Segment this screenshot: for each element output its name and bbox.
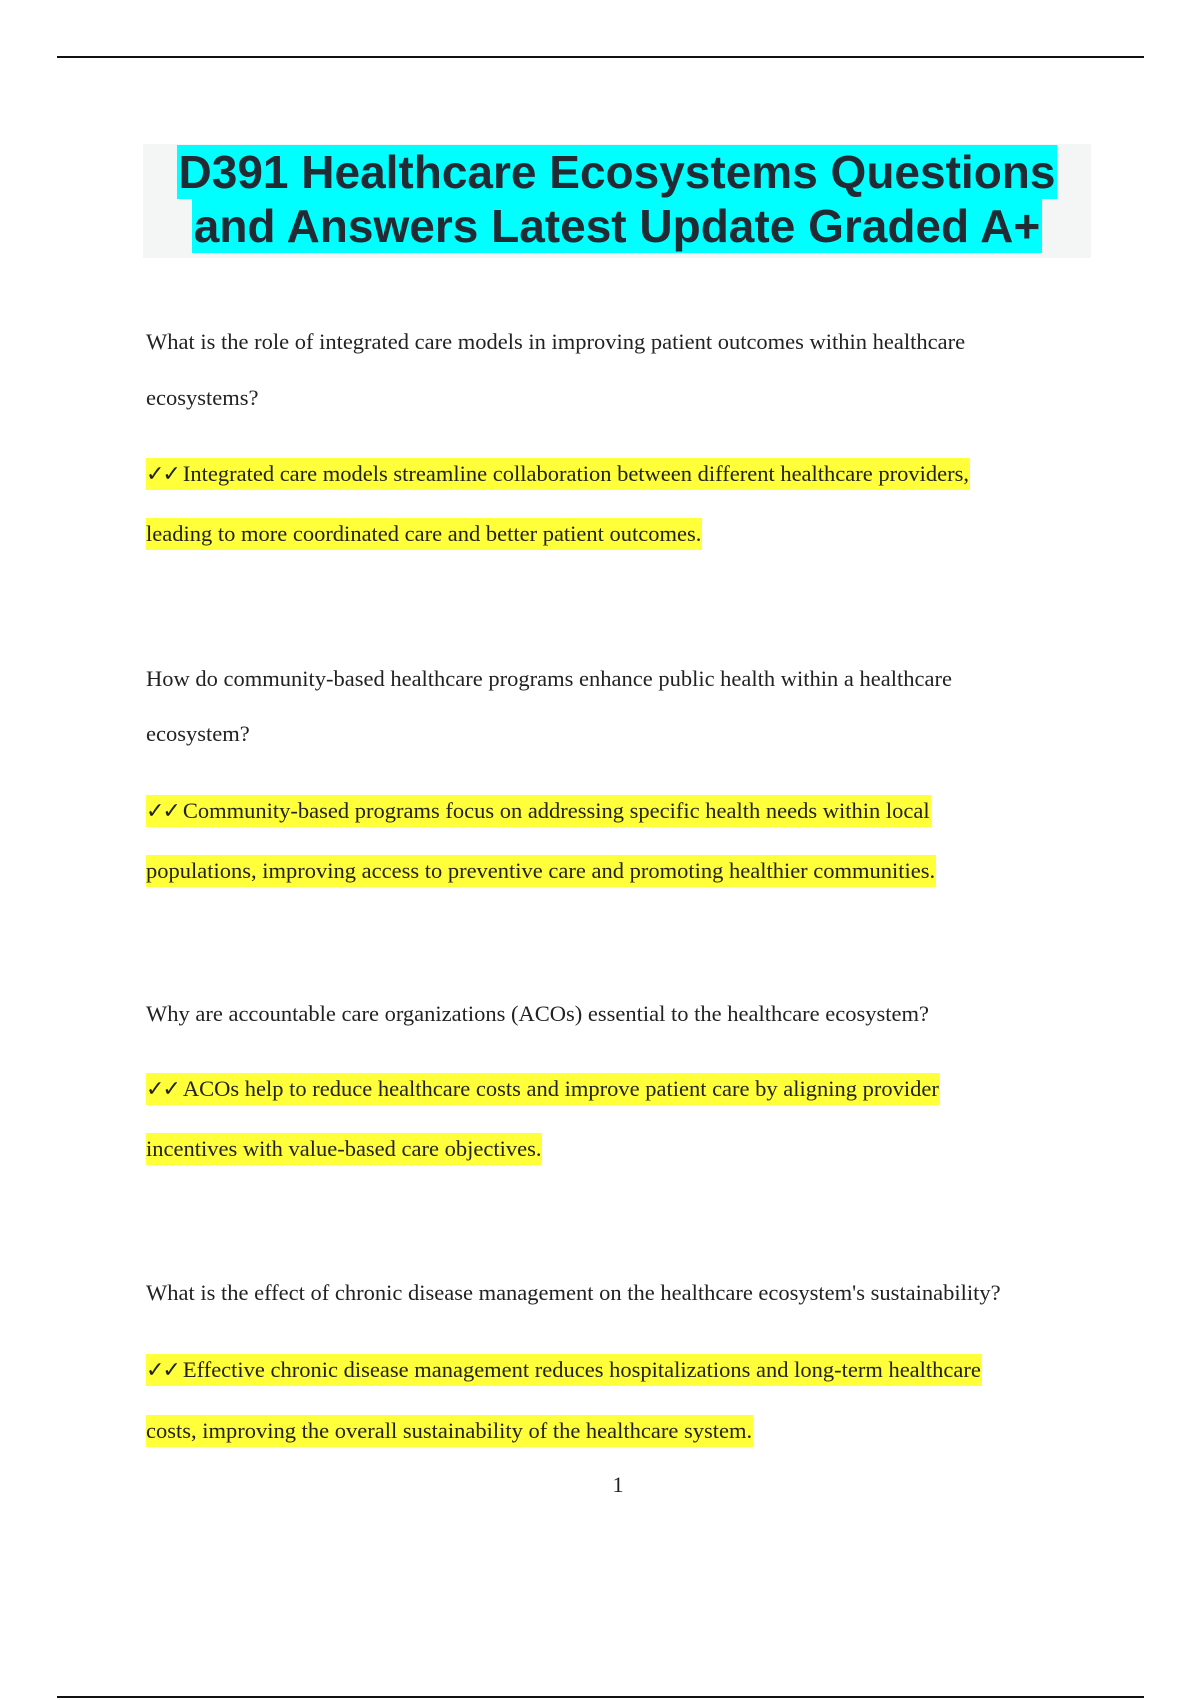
title-line-2: and Answers Latest Update Graded A+ [193, 200, 1041, 252]
check-mark-icon: ✓✓ [146, 1077, 179, 1102]
answer-3-text-1: ACOs help to reduce healthcare costs and improve patient care by aligning provider [182, 1076, 939, 1101]
question-2-line-1: How do community-based healthcare programs enhance public health within a healthcare [146, 666, 952, 691]
top-rule [57, 56, 1144, 58]
answer-4-text-1: Effective chronic disease management reduces hospitalizations and long-term healthcare [182, 1357, 981, 1382]
answer-1-text-1: Integrated care models streamline collaboration between different healthcare providers, [182, 461, 969, 486]
question-3-line-1: Why are accountable care organizations (ACOs) essential to the healthcare ecosystem? [146, 1001, 929, 1026]
question-4-line-1: What is the effect of chronic disease management on the healthcare ecosystem's sustainability? [146, 1280, 1001, 1305]
question-1-line-2: ecosystems? [146, 385, 259, 410]
question-2-line-2: ecosystem? [146, 721, 250, 746]
answer-2-text-2: populations, improving access to preventive care and promoting healthier communities. [146, 855, 936, 887]
check-mark-icon: ✓✓ [146, 799, 179, 824]
answer-1-line-1 [146, 444, 970, 505]
bottom-rule [57, 1696, 1144, 1698]
check-mark-icon: ✓✓ [146, 462, 179, 487]
page-number: 1 [612, 1472, 624, 1497]
answer-2-text-1: Community-based programs focus on addressing specific health needs within local [182, 798, 930, 823]
answer-3-text-2: incentives with value-based care objectives. [146, 1133, 542, 1165]
answer-4-line-1 [146, 1340, 982, 1401]
question-1-line-1: What is the role of integrated care models in improving patient outcomes within healthcare [146, 329, 966, 354]
answer-4-line-2 [146, 1401, 753, 1461]
answer-1-text-2: leading to more coordinated care and better patient outcomes. [146, 518, 702, 550]
document-title [143, 144, 1091, 258]
title-line-1: D391 Healthcare Ecosystems Questions [178, 146, 1056, 198]
answer-1-line-2 [146, 504, 702, 564]
answer-3-line-2 [146, 1119, 542, 1179]
answer-4-text-2: costs, improving the overall sustainability of the healthcare system. [146, 1415, 753, 1447]
answer-2-line-1 [146, 781, 931, 842]
answer-3-line-1 [146, 1059, 940, 1120]
check-mark-icon: ✓✓ [146, 1358, 179, 1383]
answer-2-line-2 [146, 841, 936, 901]
